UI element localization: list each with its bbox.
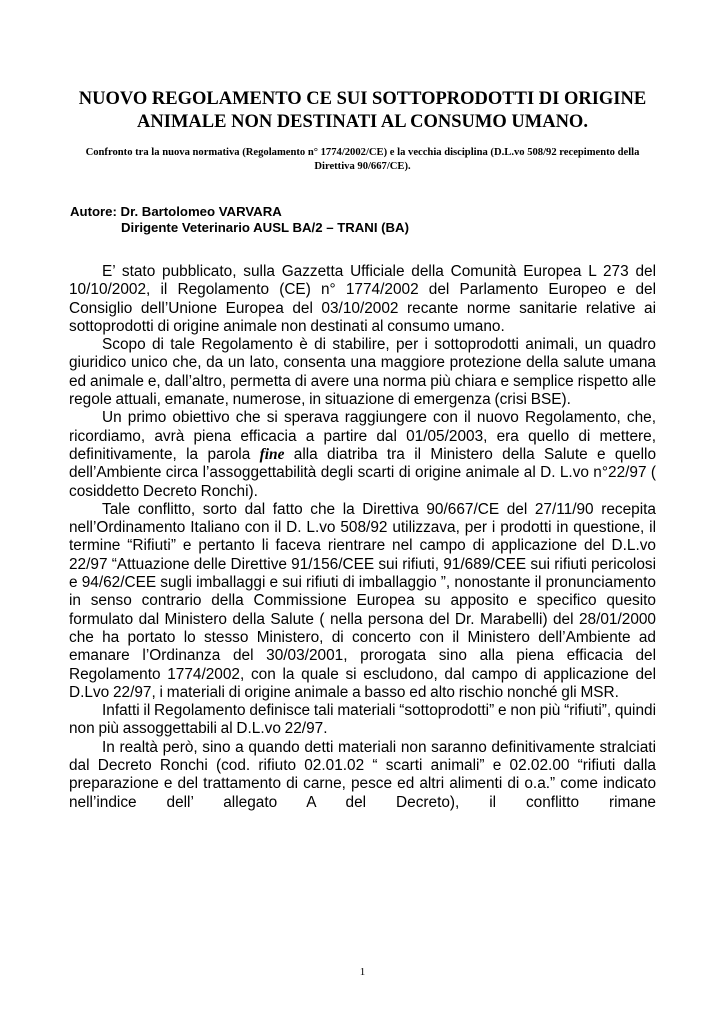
- body-paragraph: Infatti il Regolamento definisce tali materiali “sottoprodotti” e non più “rifiuti”, quindi non più assoggettabili al D.L.vo 22/97.: [69, 702, 656, 738]
- author-line: Autore: Dr. Bartolomeo VARVARA: [70, 204, 282, 219]
- paragraph-text: alla diatriba tra il Ministero della Salute e quello dell’Ambiente circa l’assoggettabilità degli scarti di origine animale al D. L.vo n°22/97 ( cosiddetto Decreto Ronchi).: [69, 445, 656, 500]
- body-paragraph: Scopo di tale Regolamento è di stabilire, per i sottoprodotti animali, un quadro giuridico unico che, da un lato, consenta una maggiore protezione della salute umana ed animale e, dall’altro, permetta di avere una norma più chiara e semplice rispetto alle regole attuali, emanate, numerose, in situazione di emergenza (crisi BSE).: [69, 336, 656, 409]
- body-paragraph: E’ stato pubblicato, sulla Gazzetta Ufficiale della Comunità Europea L 273 del 10/10/2002, il Regolamento (CE) n° 1774/2002 del Parlamento Europeo e del Consiglio dell’Unione Europea del 03/10/2002 recante norme sanitarie relative ai sottoprodotti di origine animale non destinati al consumo umano.: [69, 263, 656, 335]
- body-paragraph: In realtà però, sino a quando detti materiali non saranno definitivamente stralciati dal Decreto Ronchi (cod. rifiuto 02.01.02 “ scarti animali” e 02.02.00 “rifiuti dalla preparazione e del trattamento di carne, pesce ed altri alimenti di o.a.” come indicato nell’indice dell’ allegato A del Decreto), il conflitto rimane: [69, 738, 656, 811]
- paragraph-text: Un primo obiettivo che si sperava raggiungere con il nuovo Regolamento, che, ricordiamo, avrà piena efficacia a partire dal 01/05/2003, era quello di mettere, definitivamente, la parola: [69, 409, 656, 463]
- author-role: Dirigente Veterinario AUSL BA/2 – TRANI (BA): [121, 220, 409, 235]
- body-paragraph: [69, 409, 656, 500]
- body-paragraph: Tale conflitto, sorto dal fatto che la Direttiva 90/667/CE del 27/11/90 recepita nell’Ordinamento Italiano con il D. L.vo 508/92 utilizzava, per i prodotti in questione, il termine “Rifiuti” e pertanto li faceva rientrare nel campo di applicazione del D.L.vo 22/97 “Attuazione delle Direttive 91/156/CEE sui rifiuti, 91/689/CEE sui rifiuti pericolosi e 94/62/CEE sugli imballaggi e sui rifiuti di imballaggio ”, nonostante il pronunciamento in senso contrario della Commissione Europea su apposito e specifico quesito formulato dal Ministero della Salute ( nella persona del Dr. Marabelli) del 28/01/2000 che ha portato lo stesso Ministero, di concerto con il Ministero dell’Ambiente ad emanare l’Ordinanza del 30/03/2001, prorogata sino alla piena efficacia del Regolamento 1774/2002, con la quale si escludono, dal campo di applicazione del D.Lvo 22/97, i materiali di origine animale a basso ed alto rischio nonché gli MSR.: [69, 500, 656, 701]
- emphasized-word: fine: [259, 445, 285, 463]
- document-title: NUOVO REGOLAMENTO CE SUI SOTTOPRODOTTI DI ORIGINE ANIMALE NON DESTINATI AL CONSUMO UMANO.: [78, 89, 647, 132]
- document-body: [69, 263, 656, 812]
- page-number: 1: [359, 966, 366, 978]
- document-subtitle: Confronto tra la nuova normativa (Regolamento n° 1774/2002/CE) e la vecchia disciplina (D.L.vo 508/92 recepimento della Direttiva 90/667/CE).: [85, 147, 640, 172]
